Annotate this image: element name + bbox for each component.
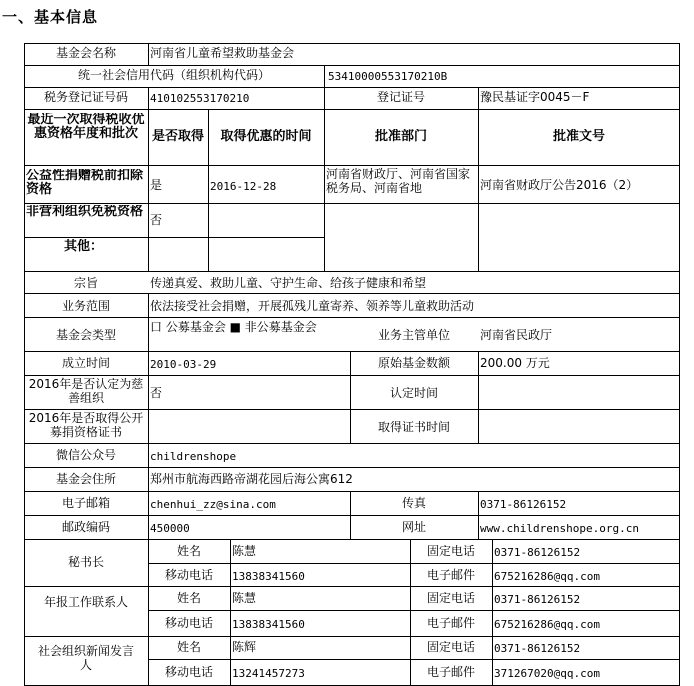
- fundraising-qualification-label: 2016年是否取得公开募捐资格证书: [28, 411, 144, 439]
- tax-header-dept: 批准部门: [374, 129, 427, 144]
- tax-header-year: 最近一次取得税收优惠资格年度和批次: [27, 113, 145, 141]
- foundation-name-value: 河南省儿童希望救助基金会: [150, 46, 295, 60]
- contact-email[interactable]: 675216286@qq.com: [494, 618, 600, 631]
- contact-email-label: 电子邮件: [426, 616, 475, 630]
- website-value[interactable]: www.childrenshope.org.cn: [480, 522, 639, 535]
- contact-phone-label: 固定电话: [426, 591, 475, 605]
- tax-header-doc: 批准文号: [552, 129, 605, 144]
- other-label: 其他：: [64, 239, 104, 254]
- foundation-name-label: 基金会名称: [55, 46, 116, 60]
- deduction-obtained: 是: [150, 178, 163, 192]
- secretary-general-label: 秘书长: [67, 555, 104, 569]
- tax-id-label: 税务登记证号码: [43, 90, 128, 104]
- contact-mobile: 13838341560: [232, 618, 305, 631]
- supervisor-label: 业务主管单位: [377, 328, 450, 342]
- zip-label: 邮政编码: [61, 520, 110, 534]
- contact-phone-label: 固定电话: [426, 544, 475, 558]
- contact-name-label: 姓名: [176, 640, 201, 654]
- email-label: 电子邮箱: [61, 496, 110, 510]
- contact-phone-label: 固定电话: [426, 640, 475, 654]
- deduction-date: 2016-12-28: [210, 180, 277, 193]
- fax-value: 0371-86126152: [480, 498, 567, 511]
- certificate-time-label: 取得证书时间: [377, 420, 450, 434]
- report-contact-label: 年报工作联系人: [43, 595, 128, 609]
- credit-code-value: 53410000553170210B: [328, 70, 448, 83]
- contact-name: 陈慧: [232, 544, 257, 558]
- wechat-value: childrenshope: [150, 450, 237, 463]
- contact-email[interactable]: 371267020@qq.com: [494, 667, 600, 680]
- foundation-type-label: 基金会类型: [55, 328, 116, 342]
- registration-value: 豫民基证字0045－F: [480, 90, 590, 104]
- fund-label: 原始基金数额: [377, 356, 450, 370]
- scope-label: 业务范围: [61, 299, 110, 313]
- purpose-value: 传递真爱、救助儿童、守护生命、给孩子健康和希望: [150, 276, 427, 290]
- tax-header-date: 取得优惠的时间: [220, 129, 312, 144]
- contact-name: 陈慧: [232, 591, 257, 605]
- contact-email[interactable]: 675216286@qq.com: [494, 570, 600, 583]
- recognition-time-label: 认定时间: [389, 386, 438, 400]
- contact-mobile: 13241457273: [232, 667, 305, 680]
- email-value[interactable]: chenhui_zz@sina.com: [150, 498, 276, 511]
- contact-email-label: 电子邮件: [426, 568, 475, 582]
- deduction-qualification-label: 公益性捐赠税前扣除资格: [26, 169, 144, 197]
- address-value: 郑州市航海西路帝湖花园后海公寓612: [150, 472, 353, 486]
- zip-value: 450000: [150, 522, 190, 535]
- contact-mobile: 13838341560: [232, 570, 305, 583]
- basic-info-table: [24, 43, 680, 686]
- contact-email-label: 电子邮件: [426, 665, 475, 679]
- fax-label: 传真: [401, 496, 426, 510]
- deduction-dept: 河南省财政厅、河南省国家税务局、河南省地: [326, 167, 471, 195]
- charity-recognized-label: 2016年是否认定为慈善组织: [28, 377, 144, 405]
- supervisor-value: 河南省民政厅: [480, 328, 553, 342]
- contact-name-label: 姓名: [176, 591, 201, 605]
- credit-code-label: 统一社会信用代码（组织机构代码）: [77, 68, 270, 82]
- contact-mobile-label: 移动电话: [164, 665, 213, 679]
- contact-phone: 0371-86126152: [494, 546, 581, 559]
- deduction-doc: 河南省财政厅公告2016（2）: [480, 178, 639, 192]
- contact-name-label: 姓名: [176, 544, 201, 558]
- wechat-label: 微信公众号: [55, 448, 116, 462]
- contact-phone: 0371-86126152: [494, 642, 581, 655]
- scope-value: 依法接受社会捐赠，开展孤残儿童寄养、领养等儿童救助活动: [150, 299, 475, 313]
- website-label: 网址: [401, 520, 426, 534]
- registration-label: 登记证号: [376, 90, 425, 104]
- spokesperson-label: 社会组织新闻发言人: [38, 644, 134, 672]
- contact-mobile-label: 移动电话: [164, 616, 213, 630]
- foundation-type-value: 口 公募基金会 ■ 非公募基金会: [150, 320, 317, 334]
- tax-header-obtained: 是否取得: [151, 129, 204, 144]
- nonprofit-exemption-label: 非营利组织免税资格: [26, 205, 144, 219]
- founded-label: 成立时间: [61, 356, 110, 370]
- fund-value: 200.00 万元: [480, 356, 550, 370]
- contact-mobile-label: 移动电话: [164, 568, 213, 582]
- contact-name: 陈辉: [232, 640, 257, 654]
- tax-id-value: 410102553170210: [150, 92, 250, 105]
- purpose-label: 宗旨: [73, 276, 98, 290]
- founded-value: 2010-03-29: [150, 358, 217, 371]
- charity-recognized-value: 否: [150, 386, 163, 400]
- address-label: 基金会住所: [55, 472, 116, 486]
- contact-phone: 0371-86126152: [494, 593, 581, 606]
- section-title: 一、基本信息: [2, 8, 99, 26]
- nonprofit-obtained: 否: [150, 213, 163, 227]
